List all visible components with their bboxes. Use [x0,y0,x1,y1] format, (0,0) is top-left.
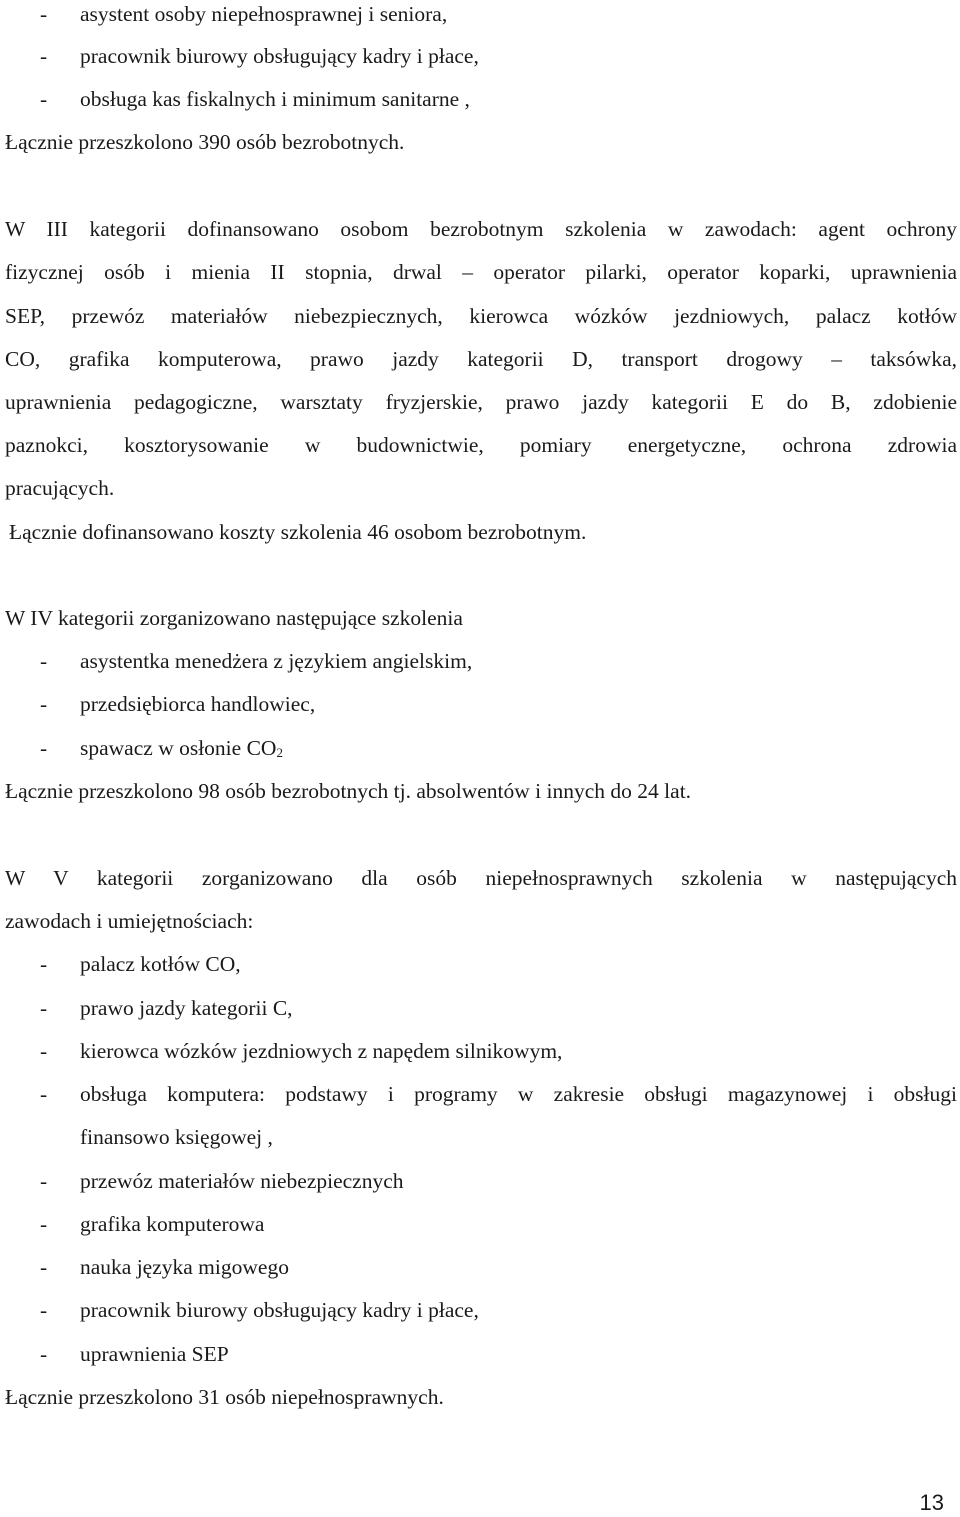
list-item-text: obsługa komputera: podstawy i programy w zakresie obsługi magazynowej i obsługi [80,1082,957,1106]
paragraph-line: SEP, przewóz materiałów niebezpiecznych, kierowca wózków jezdniowych, palacz kotłów [5,304,957,328]
block3-summary: Łącznie przeszkolono 98 osób bezrobotnych tj. absolwentów i innych do 24 lat. [5,779,692,803]
list-item [40,690,315,718]
block2-summary: Łącznie dofinansowano koszty szkolenia 46 osobom bezrobotnym. [9,520,587,544]
list-dash: - [40,1298,48,1322]
list-dash: - [40,1212,48,1236]
list-item-text: spawacz w osłonie CO [80,736,277,760]
list-item-text: grafika komputerowa [80,1212,265,1236]
list-dash: - [40,1169,48,1193]
list-item-text: uprawnienia SEP [80,1342,229,1366]
list-dash: - [40,996,48,1020]
list-item-text: obsługa kas fiskalnych i minimum sanitarne , [80,87,470,111]
list-item [40,734,283,767]
list-item [40,950,241,978]
paragraph-line: fizycznej osób i mienia II stopnia, drwal – operator pilarki, operator koparki, uprawnienia [5,260,957,284]
list-item [40,1340,229,1368]
block1-summary: Łącznie przeszkolono 390 osób bezrobotnych. [5,130,405,154]
list-item-text: asystent osoby niepełnosprawnej i seniora, [80,2,448,26]
list-item-text: nauka języka migowego [80,1255,289,1279]
paragraph-line: paznokci, kosztorysowanie w budownictwie, pomiary energetyczne, ochrona zdrowia [5,433,957,457]
list-item [40,1210,264,1238]
paragraph-line: uprawnienia pedagogiczne, warsztaty fryzjerskie, prawo jazdy kategorii E do B, zdobienie [5,390,957,414]
paragraph-line: CO, grafika komputerowa, prawo jazdy kategorii D, transport drogowy – taksówka, [5,347,957,371]
list-dash: - [40,649,48,673]
list-item-text: przewóz materiałów niebezpiecznych [80,1169,404,1193]
list-dash: - [40,44,48,68]
list-item [40,1167,404,1195]
block4-summary: Łącznie przeszkolono 31 osób niepełnosprawnych. [5,1385,444,1409]
list-dash: - [40,1255,48,1279]
list-item [40,0,447,28]
block4-intro-line: W V kategorii zorganizowano dla osób niepełnosprawnych szkolenia w następujących [5,866,957,890]
list-item-continuation: finansowo księgowej , [80,1125,273,1149]
list-item-text: palacz kotłów CO, [80,952,241,976]
list-dash: - [40,692,48,716]
list-item [40,42,479,70]
list-dash: - [40,736,48,760]
list-dash: - [40,952,48,976]
paragraph-line: W III kategorii dofinansowano osobom bezrobotnym szkolenia w zawodach: agent ochrony [5,217,957,241]
list-item-text: pracownik biurowy obsługujący kadry i płace, [80,1298,479,1322]
list-dash: - [40,2,48,26]
list-item [40,994,293,1022]
list-item-text: kierowca wózków jezdniowych z napędem silnikowym, [80,1039,563,1063]
list-item-text: prawo jazdy kategorii C, [80,996,293,1020]
list-item [40,1037,562,1065]
list-item [40,1296,479,1324]
page-number: 13 [919,1490,944,1515]
list-dash: - [40,1342,48,1366]
block4-intro-line: zawodach i umiejętnościach: [5,909,254,933]
list-item [40,647,472,675]
block3-intro: W IV kategorii zorganizowano następujące szkolenia [5,606,463,630]
list-item-text: przedsiębiorca handlowiec, [80,692,316,716]
list-item [40,85,470,113]
list-dash: - [40,87,48,111]
subscript: 2 [276,745,283,760]
list-dash: - [40,1039,48,1063]
list-item-text: pracownik biurowy obsługujący kadry i płace, [80,44,479,68]
paragraph-line: pracujących. [5,476,115,500]
list-item [40,1253,289,1281]
list-item [40,1080,957,1108]
list-item-text: asystentka menedżera z językiem angielskim, [80,649,473,673]
list-dash: - [40,1082,48,1106]
